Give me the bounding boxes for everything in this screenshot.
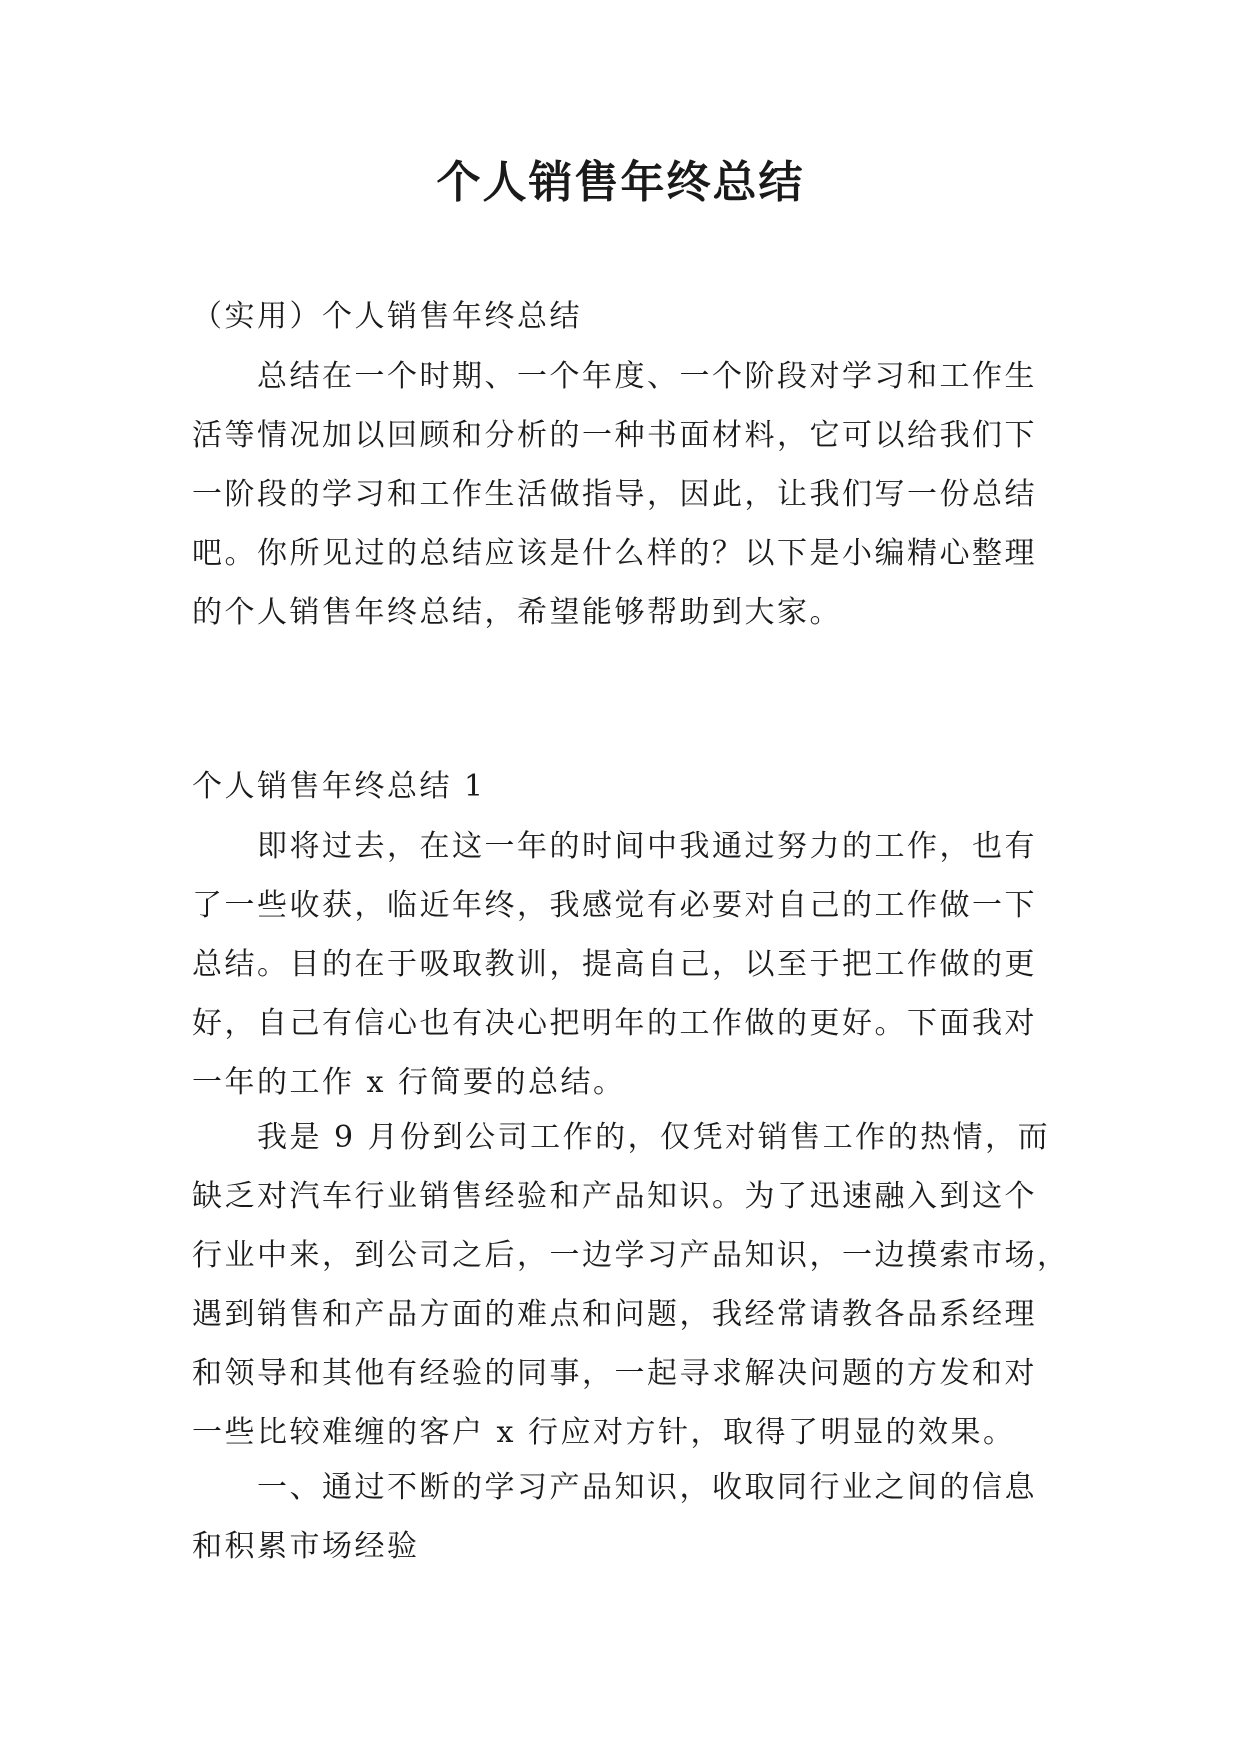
paragraph-line: 好，自己有信心也有决心把明年的工作做的更好。下面我对: [192, 1006, 1037, 1041]
document-title: 个人销售年终总结: [436, 157, 805, 208]
intro-line: 一阶段的学习和工作生活做指导，因此，让我们写一份总结: [192, 477, 1037, 512]
section-heading-text: 个人销售年终总结 1: [192, 769, 486, 804]
body-paragraph-1: [192, 817, 1054, 1112]
paragraph-line: 和领导和其他有经验的同事，一起寻求解决问题的方发和对: [192, 1356, 1037, 1391]
paragraph-line: 一些比较难缠的客户 x 行应对方针，取得了明显的效果。: [192, 1415, 1016, 1450]
paragraph-line: 和积累市场经验: [192, 1529, 420, 1564]
paragraph-line: 行业中来，到公司之后，一边学习产品知识，一边摸索市场，: [192, 1238, 1070, 1273]
document-subtitle: [192, 287, 1054, 346]
intro-line: 吧。你所见过的总结应该是什么样的？以下是小编精心整理: [192, 536, 1037, 571]
body-paragraph-3: [192, 1458, 1054, 1576]
intro-paragraph: [192, 347, 1054, 642]
body-paragraph-2: [192, 1108, 1070, 1462]
paragraph-line: 一、通过不断的学习产品知识，收取同行业之间的信息: [192, 1470, 1037, 1505]
subtitle-line: （实用）个人销售年终总结: [192, 299, 582, 334]
paragraph-line: 了一些收获，临近年终，我感觉有必要对自己的工作做一下: [192, 888, 1037, 923]
paragraph-line: 一年的工作 x 行简要的总结。: [192, 1065, 626, 1100]
intro-line: 总结在一个时期、一个年度、一个阶段对学习和工作生: [192, 359, 1037, 394]
paragraph-line: 缺乏对汽车行业销售经验和产品知识。为了迅速融入到这个: [192, 1179, 1037, 1214]
paragraph-line: 即将过去，在这一年的时间中我通过努力的工作，也有: [192, 829, 1037, 864]
paragraph-line: 遇到销售和产品方面的难点和问题，我经常请教各品系经理: [192, 1297, 1037, 1332]
intro-line: 活等情况加以回顾和分析的一种书面材料，它可以给我们下: [192, 418, 1037, 453]
intro-line: 的个人销售年终总结，希望能够帮助到大家。: [192, 595, 842, 630]
paragraph-line: 总结。目的在于吸取教训，提高自己，以至于把工作做的更: [192, 947, 1037, 982]
section-heading: [192, 757, 1054, 816]
paragraph-line: 我是 9 月份到公司工作的，仅凭对销售工作的热情，而: [192, 1120, 1051, 1155]
